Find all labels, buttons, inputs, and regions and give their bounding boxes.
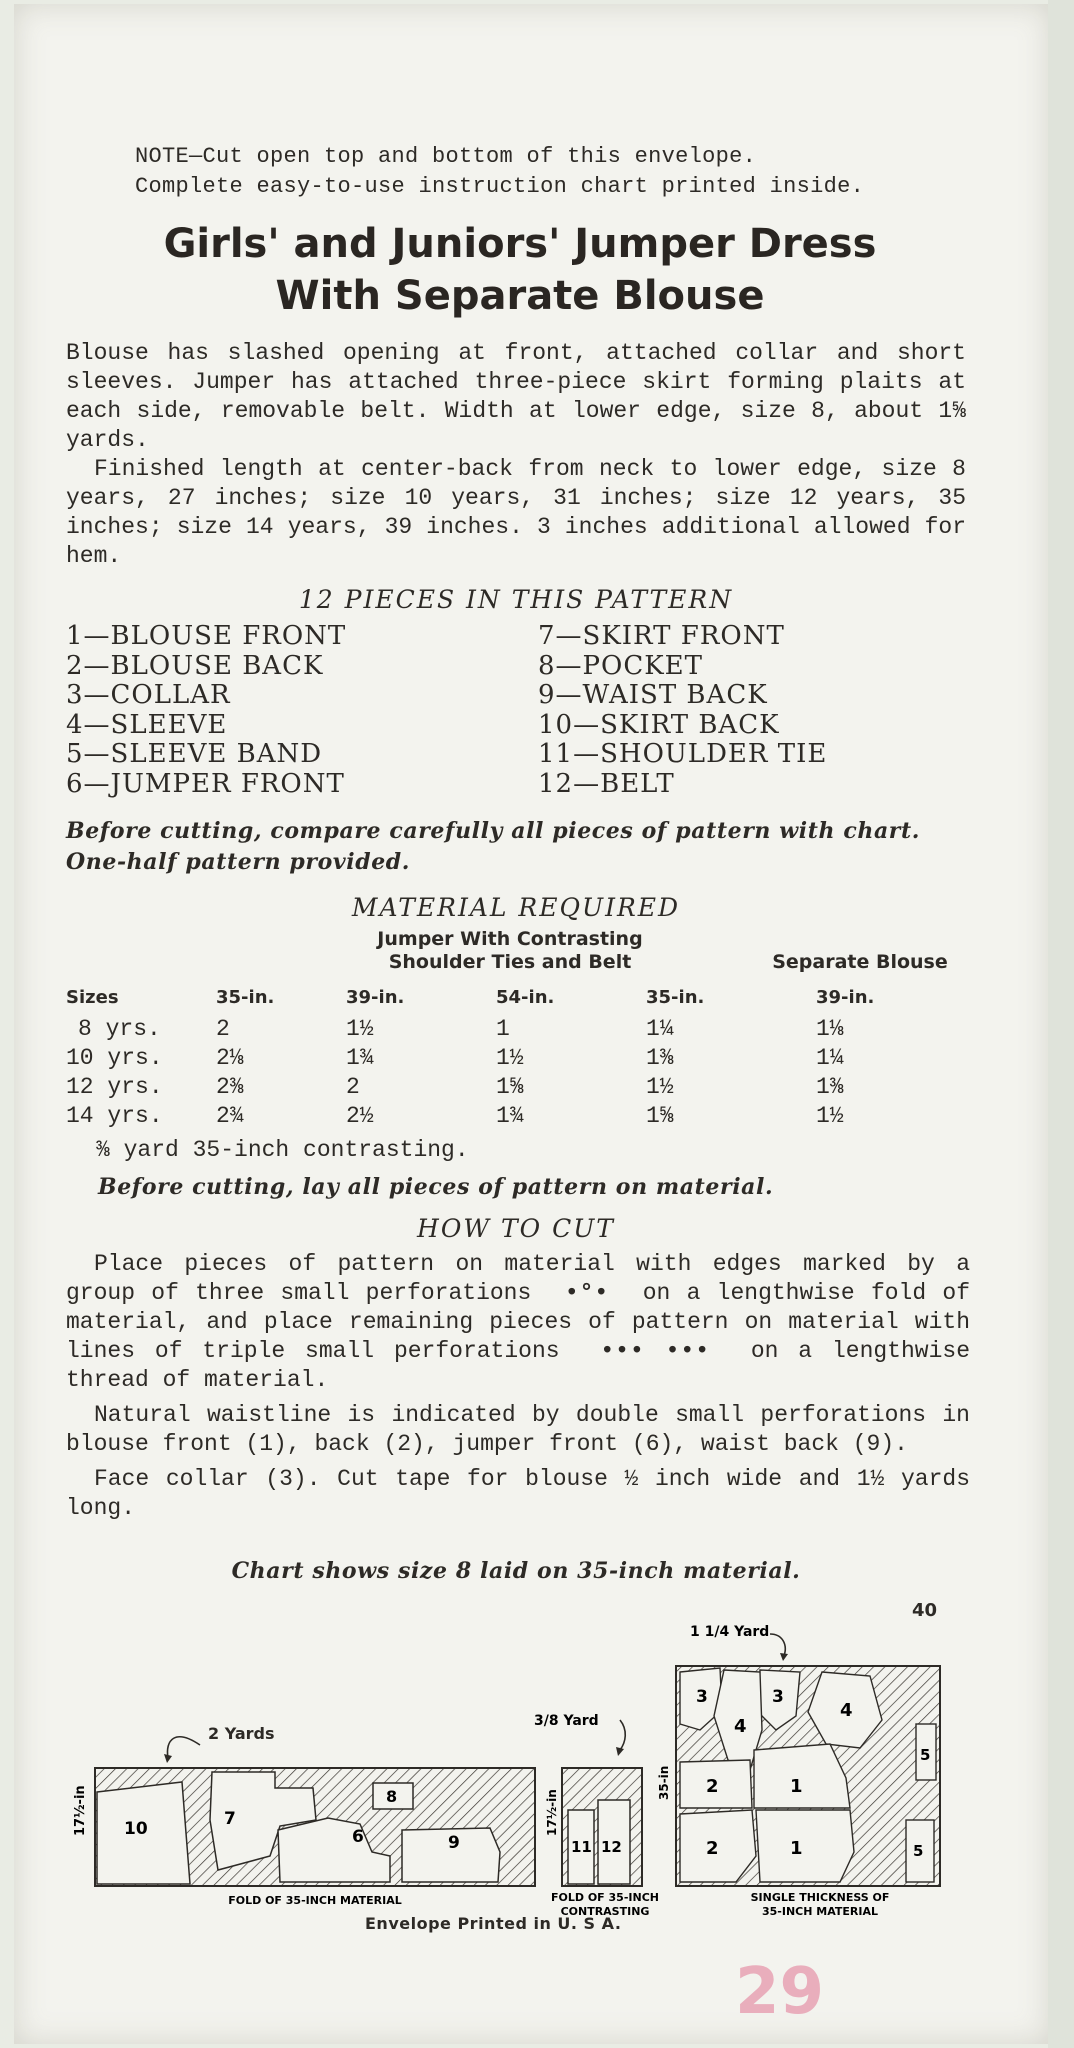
layout3-piece-3a: 3 [696,1687,708,1707]
jumper-heading [330,928,690,974]
layout1-yards: 2 Yards [208,1724,275,1743]
layout3-piece-4a: 4 [734,1716,747,1737]
layout3-piece-4b: 4 [840,1700,853,1721]
size-cell: 10 yrs. [66,1044,163,1071]
how-to-cut-para-3: Face collar (3). Cut tape for blouse ½ inch wide and 1½ yards long. [66,1466,970,1521]
description-para-1: Blouse has slashed opening at front, attached collar and short sleeves. Jumper has attached three-piece skirt forming plaits at each side, removable belt. Width at lower edge, size 8, about 1⅝ yards. [66,340,966,453]
layout2-width: 17½-in [545,1789,559,1836]
table-cell: 1⅜ [816,1073,844,1100]
layout3-caption-2: 35-INCH MATERIAL [762,1905,878,1918]
para-1-part-a: Place pieces of pattern on material with edges marked by a group of three small perforations [66,1251,970,1306]
table-cell: 1¾ [496,1102,524,1129]
table-header: 39-in. [346,986,405,1008]
table-header: 35-in. [646,986,705,1008]
layout-fold-35-inch [73,1724,535,1907]
compare-note-line-2: One-half pattern provided. [66,849,411,875]
layout3-piece-1a: 1 [790,1776,803,1797]
note-line-2: Complete easy-to-use instruction chart printed inside. [135,174,865,199]
table-cell: 1½ [496,1044,524,1071]
piece-item: 2—BLOUSE BACK [66,650,324,681]
blouse-heading: Separate Blouse [772,951,948,973]
contrasting-note: ⅜ yard 35-inch contrasting. [96,1137,469,1163]
page-number: 40 [912,1600,938,1621]
piece-item: 5—SLEEVE BAND [66,739,323,769]
description-para-2: Finished length at center-back from neck to lower edge, size 8 years, 27 inches; size 10 years, 31 inches; size 12 years, 35 inches; size 14 years, 39 inches. 3 inches additional allowed for hem. [66,456,966,569]
material-heading: MATERIAL REQUIRED [351,893,681,922]
note-line-1: NOTE—Cut open top and bottom of this envelope. [135,144,757,169]
how-to-cut-heading: HOW TO CUT [417,1214,615,1243]
piece-item: 10—SKIRT BACK [538,709,780,740]
piece-item: 6—JUMPER FRONT [66,768,345,799]
table-header-row [66,980,966,1014]
size-cell: 14 yrs. [66,1102,163,1129]
chart-caption: Chart shows size 8 laid on 35-inch material. [231,1558,801,1584]
printed-note: Envelope Printed in U. S A. [365,1914,622,1933]
table-cell: 2⅛ [216,1044,244,1071]
pieces-heading: 12 PIECES IN THIS PATTERN [298,585,734,614]
table-cell: 1⅜ [646,1044,674,1071]
how-to-cut-para-2: Natural waistline is indicated by double small perforations in blouse front (1), back (2), jumper front (6), waist back (9). [66,1402,970,1457]
table-cell: 1¼ [816,1044,844,1071]
layout-contrasting [534,1713,659,1918]
jumper-heading-line-2: Shoulder Ties and Belt [388,951,632,973]
table-cell: 1 [496,1015,510,1042]
table-cell: 1¾ [346,1044,374,1071]
how-to-cut-text [66,1250,970,1523]
table-cell: 2¾ [216,1102,244,1129]
pieces-list-left [66,622,526,799]
table-cell: 1⅝ [496,1073,524,1100]
layout3-piece-2b: 2 [706,1838,719,1859]
how-to-cut-para-1 [66,1250,970,1395]
layout3-caption-1: SINGLE THICKNESS OF [750,1891,890,1904]
para-1-part-b: on a lengthwise fold of material, and place remaining pieces of pattern on material with lines of triple small perforations [66,1280,971,1364]
table-cell: 1½ [646,1073,674,1100]
table-header: 35-in. [216,986,275,1008]
lay-note: Before cutting, lay all pieces of pattern on material. [98,1174,774,1200]
perforation-line-icon: ••• ••• [579,1338,731,1364]
layout1-piece-9: 9 [448,1833,460,1853]
table-header: 54-in. [496,986,555,1008]
para-1-part-c: on a lengthwise thread of material. [66,1338,970,1393]
table-header: Sizes [66,986,119,1008]
material-table [66,980,966,1130]
table-row [66,1072,966,1101]
layout2-piece-11: 11 [571,1838,592,1856]
envelope-note [135,142,915,202]
layout1-piece-7: 7 [224,1809,236,1829]
layout3-piece-2a: 2 [706,1776,719,1797]
number-stamp: 29 [735,1955,825,2029]
title-line-1: Girls' and Juniors' Jumper Dress [163,221,877,267]
piece-item: 8—POCKET [538,650,703,681]
piece-item: 3—COLLAR [66,680,231,710]
table-cell: 2 [216,1015,230,1042]
layout3-piece-5b: 5 [913,1842,924,1860]
piece-item: 7—SKIRT FRONT [538,621,785,651]
piece-item: 12—BELT [538,768,675,799]
layout3-piece-5a: 5 [920,1746,931,1764]
size-cell: 12 yrs. [66,1073,163,1100]
pieces-list-right [538,622,958,799]
layout3-yards: 1 1/4 Yard [690,1624,770,1640]
table-cell: 2 [346,1073,360,1100]
page-title [60,218,980,322]
table-cell: 1⅛ [816,1015,844,1042]
layout2-yards: 3/8 Yard [534,1713,599,1729]
layout1-piece-6: 6 [352,1827,364,1847]
table-cell: 2⅜ [216,1073,244,1100]
table-header: 39-in. [816,986,875,1008]
layout2-caption-2: CONTRASTING [560,1905,650,1918]
layout1-caption: FOLD OF 35-INCH MATERIAL [228,1894,402,1907]
piece-item: 9—WAIST BACK [538,680,768,710]
layout2-piece-12: 12 [601,1838,622,1856]
layout1-piece-8: 8 [386,1787,398,1806]
compare-note [66,816,996,878]
description [66,339,966,571]
table-cell: 1½ [346,1015,374,1042]
title-line-2: With Separate Blouse [275,273,765,319]
layout1-width: 17½-in [73,1785,88,1836]
piece-item: 4—SLEEVE [66,709,228,740]
table-row [66,1101,966,1130]
layout3-piece-1b: 1 [790,1838,803,1859]
table-row [66,1014,966,1043]
perforation-triple-icon: •°• [547,1280,627,1306]
cutting-layout-diagram [60,1620,960,1920]
table-cell: 1⅝ [646,1102,674,1129]
envelope-edge [1048,0,1074,2048]
compare-note-line-1: Before cutting, compare carefully all pieces of pattern with chart. [66,818,921,844]
layout-single-thickness [657,1624,940,1918]
piece-item: 11—SHOULDER TIE [538,739,828,769]
table-cell: 1¼ [646,1015,674,1042]
layout3-width: 35-in [657,1765,671,1800]
table-cell: 1½ [816,1102,844,1129]
jumper-heading-line-1: Jumper With Contrasting [377,928,643,950]
layout3-piece-3b: 3 [772,1687,784,1707]
piece-item: 1—BLOUSE FRONT [66,621,347,651]
layout-svg [60,1620,960,1920]
layout1-piece-10: 10 [124,1819,148,1839]
table-cell: 2½ [346,1102,374,1129]
table-row [66,1043,966,1072]
layout2-caption-1: FOLD OF 35-INCH [551,1891,659,1904]
size-cell: 8 yrs. [78,1015,161,1042]
